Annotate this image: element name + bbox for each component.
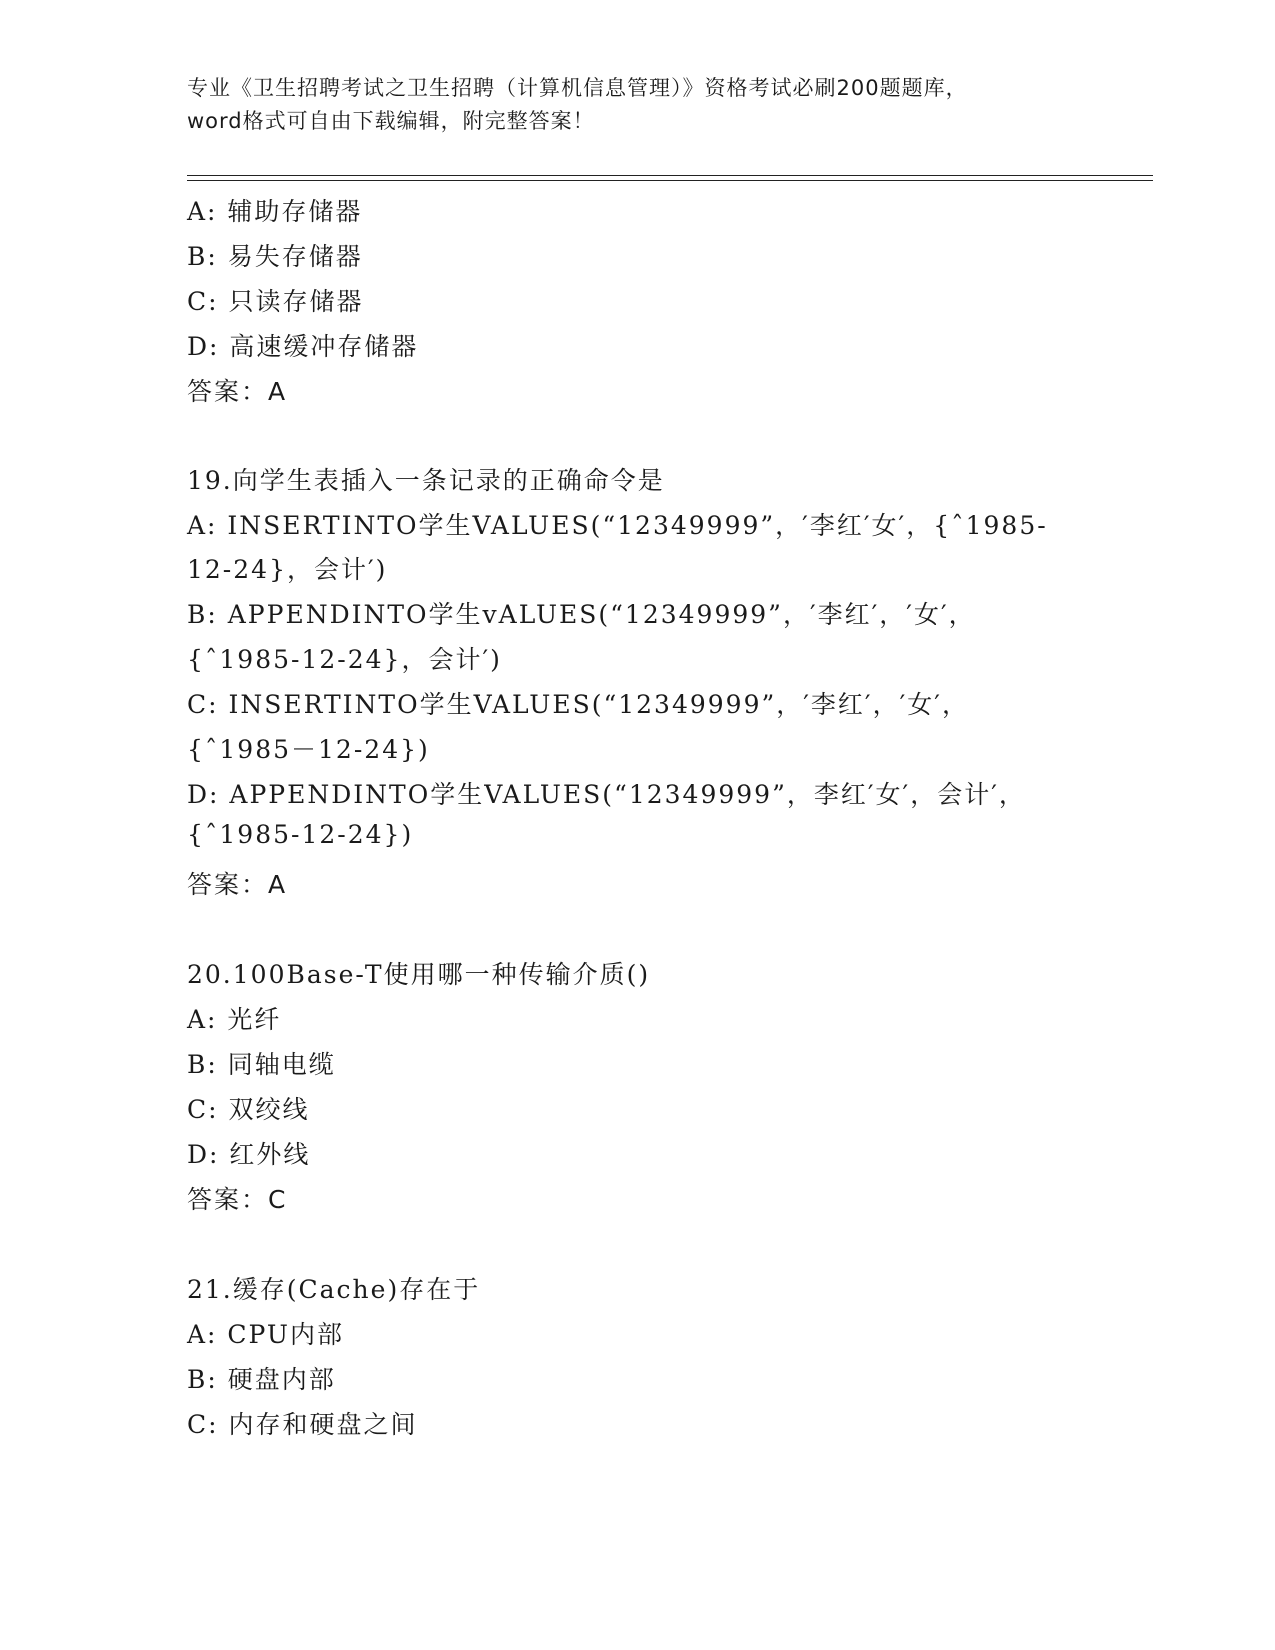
q21-question: 21.缓存(Cache)存在于 — [187, 1275, 481, 1304]
q21-option-a: A: CPU内部 — [187, 1320, 345, 1349]
q20-option-c: C: 双绞线 — [187, 1095, 310, 1124]
q19-option-c-cont: {ˆ1985－12-24}) — [187, 735, 430, 764]
q21-option-b: B: 硬盘内部 — [187, 1365, 336, 1394]
q20-option-a: A: 光纤 — [187, 1005, 282, 1034]
q20-answer: 答案：C — [187, 1185, 288, 1214]
q19-option-b: B: APPENDINTO学生vALUES(“12349999”，′李红′，′女′， — [187, 600, 976, 629]
header-subtitle-line: word格式可自由下载编辑，附完整答案！ — [187, 109, 595, 133]
q19-option-a-cont: 12-24}，会计′) — [187, 555, 388, 584]
q20-option-d: D: 红外线 — [187, 1140, 311, 1169]
q19-option-d-cont: {ˆ1985-12-24}) — [187, 820, 414, 849]
q19-option-a: A: INSERTINTO学生VALUES(“12349999”，′李红′女′，{ˆ1985- — [187, 511, 1048, 540]
header-title-line: 专业《卫生招聘考试之卫生招聘（计算机信息管理）》资格考试必刷200题题库， — [187, 76, 968, 100]
q19-option-b-cont: {ˆ1985-12-24}，会计′) — [187, 645, 502, 674]
q19-question: 19.向学生表插入一条记录的正确命令是 — [187, 466, 665, 495]
q20-option-b: B: 同轴电缆 — [187, 1050, 336, 1079]
header-rule-bottom — [187, 180, 1153, 181]
q18-answer: 答案：A — [187, 377, 288, 406]
q18-option-d: D: 高速缓冲存储器 — [187, 332, 419, 361]
q19-option-c: C: INSERTINTO学生VALUES(“12349999”，′李红′，′女′， — [187, 690, 969, 719]
q18-option-b: B: 易失存储器 — [187, 242, 363, 271]
header-rule-top — [187, 175, 1153, 176]
q19-option-d: D: APPENDINTO学生VALUES(“12349999”，李红′女′，会计′， — [187, 780, 1026, 809]
q19-answer: 答案：A — [187, 870, 288, 899]
q18-option-c: C: 只读存储器 — [187, 287, 364, 316]
q18-option-a: A: 辅助存储器 — [187, 197, 363, 226]
q20-question: 20.100Base-T使用哪一种传输介质() — [187, 960, 651, 989]
q21-option-c: C: 内存和硬盘之间 — [187, 1410, 418, 1439]
document-header — [187, 72, 1087, 138]
